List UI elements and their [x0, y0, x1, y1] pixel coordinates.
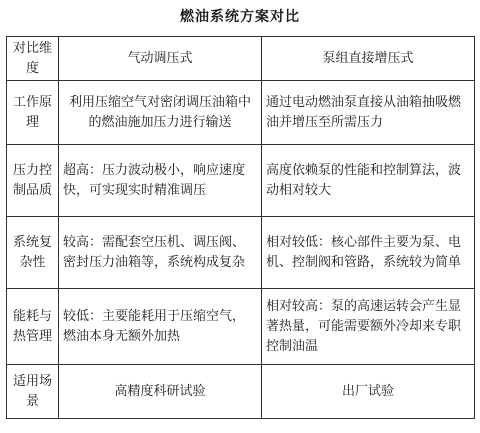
row-pneumatic-cell: 超高：压力波动极小，响应速度快，可实现实时精准调压: [59, 145, 262, 217]
row-pneumatic-cell: 较高：需配套空压机、调压阀、密封压力油箱等，系统构成复杂: [59, 217, 262, 289]
header-row: [7, 37, 475, 81]
table-row: [7, 217, 475, 289]
row-pump-cell: 相对较低：核心部件主要为泵、电机、控制阀和管路，系统较为简单: [262, 217, 475, 289]
table-title: 燃油系统方案对比: [180, 9, 300, 25]
header-pneumatic: 气动调压式: [59, 37, 262, 81]
header-pump: 泵组直接增压式: [262, 37, 475, 81]
table-row: [7, 289, 475, 365]
comparison-table: [6, 36, 475, 419]
table-row: [7, 81, 475, 145]
row-pump-cell: 高度依赖泵的性能和控制算法，波动相对较大: [262, 145, 475, 217]
table-row: [7, 145, 475, 217]
table-row: [7, 365, 475, 419]
row-dimension: 能耗与热管理: [7, 289, 59, 365]
row-dimension: 压力控制品质: [7, 145, 59, 217]
row-pump-cell: 出厂试验: [262, 365, 475, 419]
row-pneumatic-cell: 较低：主要能耗用于压缩空气，燃油本身无额外加热: [59, 289, 262, 365]
row-pneumatic-cell: 高精度科研试验: [59, 365, 262, 419]
header-dimension: 对比维度: [7, 37, 59, 81]
row-pneumatic-cell: 利用压缩空气对密闭调压油箱中的燃油施加压力进行输送: [59, 81, 262, 145]
row-dimension: 系统复杂性: [7, 217, 59, 289]
row-dimension: 工作原理: [7, 81, 59, 145]
row-pump-cell: 相对较高：泵的高速运转会产生显著热量，可能需要额外冷却来专职控制油温: [262, 289, 475, 365]
row-dimension: 适用场景: [7, 365, 59, 419]
row-pump-cell: 通过电动燃油泵直接从油箱抽吸燃油并增压至所需压力: [262, 81, 475, 145]
